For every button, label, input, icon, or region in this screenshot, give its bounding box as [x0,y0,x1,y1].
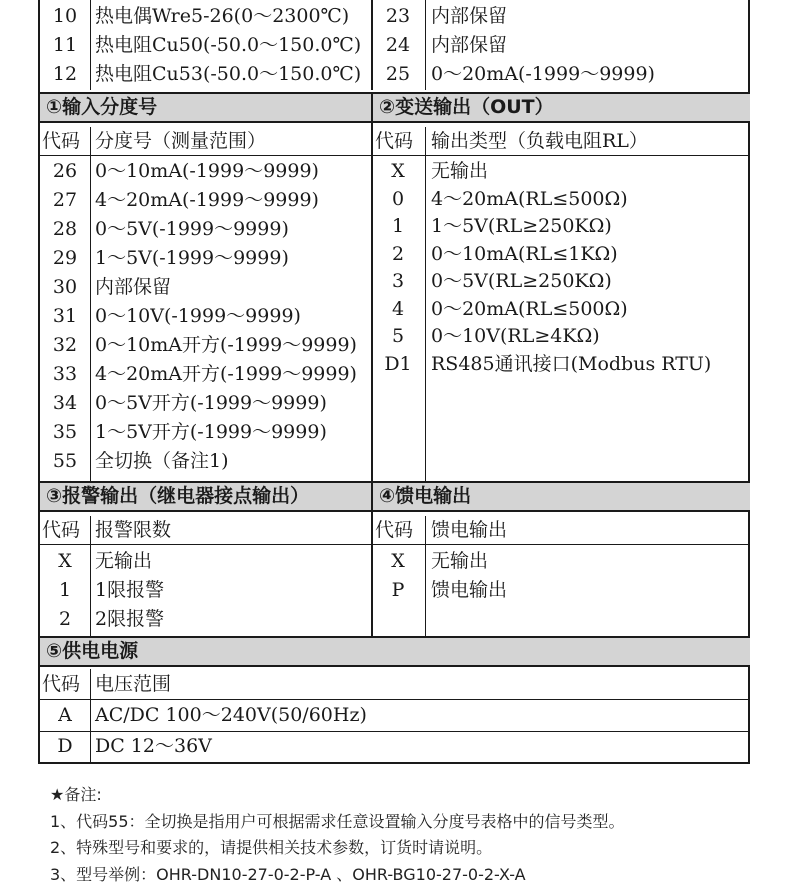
row-code: 4 [391,297,405,320]
row-desc: 无输出 [95,550,153,572]
section-4-header: ④馈电输出 [371,481,750,512]
row-desc: 0～20mA(-1999～9999) [431,63,655,85]
row-desc: 4～20mA(RL≤500Ω) [431,187,628,210]
col-code-label: 代码 [42,519,81,541]
row-desc: 0～10mA开方(-1999～9999) [95,334,357,356]
section-5-col-header [40,669,750,700]
row-desc: 0～10V(RL≥4KΩ) [431,325,600,347]
col-desc-label: 分度号（测量范围） [95,130,267,152]
row-code: A [58,704,72,726]
row-desc: 2限报警 [95,608,165,630]
row-desc: 1～5V(-1999～9999) [95,247,289,269]
row-code: 31 [52,305,78,327]
row-code: D1 [384,352,412,375]
row-code: X [58,550,72,572]
row-code: 27 [52,189,78,211]
divider-v-left-code [90,669,91,762]
row-desc: 0～5V开方(-1999～9999) [95,392,327,414]
row-code: 11 [52,34,78,56]
col-code-label: 代码 [42,130,81,152]
col-desc-label: 馈电输出 [431,519,508,541]
row-desc: 4～20mA开方(-1999～9999) [95,363,357,385]
row-code: 2 [58,608,72,630]
row-desc: 内部保留 [431,5,508,27]
divider-v-right-code [425,516,426,636]
section-2-col-header [371,127,750,156]
row-desc: 0～5V(-1999～9999) [95,218,289,240]
divider-v-left-code [90,127,91,481]
row-desc: 馈电输出 [431,579,508,601]
row-desc: 无输出 [431,550,489,572]
row-desc: 0～10mA(-1999～9999) [95,160,319,182]
row-code: 34 [52,392,78,414]
section-3-header: ③报警输出（继电器接点输出） [40,481,371,512]
row-code: 1 [391,215,405,237]
row-desc: 全切换（备注1) [95,450,229,472]
row-desc: 0～5V(RL≥250KΩ) [431,270,612,292]
row-desc: 0～20mA(RL≤500Ω) [431,297,628,320]
note-item: 2、特殊型号和要求的，请提供相关技术参数，订货时请说明。 [50,838,493,857]
section-2-header: ②变送输出（OUT） [371,92,750,123]
row-code: 5 [391,325,405,347]
row-code: 25 [385,63,411,85]
row-desc: 1～5V(RL≥250KΩ) [431,215,612,237]
spec-table [38,0,750,764]
row-code: 55 [52,450,78,472]
row-desc: 1～5V开方(-1999～9999) [95,421,327,443]
col-code-label: 代码 [375,130,414,152]
row-code: 3 [391,270,405,292]
row-desc: 0～10V(-1999～9999) [95,305,301,327]
row-code: 28 [52,218,78,240]
note-item: 1、代码55：全切换是指用户可根据需求任意设置输入分度号表格中的信号类型。 [50,811,625,831]
row-desc: RS485通讯接口(Modbus RTU) [431,352,712,375]
row-desc: 热电阻Cu53(-50.0～150.0℃) [95,63,362,85]
section-5-header: ⑤供电电源 [40,636,750,667]
row-desc: AC/DC 100～240V(50/60Hz) [95,704,367,726]
row-code: 10 [52,5,78,27]
row-desc: 1限报警 [95,579,165,601]
col-code-label: 代码 [375,519,414,541]
row-desc: 4～20mA(-1999～9999) [95,189,319,211]
row-code: X [391,550,405,572]
row-code: P [391,579,405,601]
row-code: 35 [52,421,78,443]
row-desc: 0～10mA(RL≤1KΩ) [431,242,618,265]
row-code: 0 [391,187,405,210]
row-code: 26 [52,160,78,182]
col-code-label: 代码 [42,673,81,695]
row-code: D [57,735,73,757]
row-code: 12 [52,63,78,85]
col-desc-label: 电压范围 [95,673,172,695]
notes-title: ★备注: [50,785,102,804]
section-1-header: ①输入分度号 [40,92,371,123]
row-desc: 热电阻Cu50(-50.0～150.0℃) [95,34,362,56]
row-code: 30 [52,276,78,298]
row-code: 29 [52,247,78,269]
row-code: 32 [52,334,78,356]
divider-v-left-code [90,516,91,636]
col-desc-label: 报警限数 [95,519,172,541]
row-desc: 无输出 [431,160,489,182]
divider-v-right-code [425,0,426,90]
row-desc: 内部保留 [95,276,172,298]
divider-v-right-code [425,127,426,481]
divider-v-left-code [90,0,91,90]
notes-block [50,782,625,888]
row-code: 1 [58,579,72,601]
row-code: X [391,160,405,182]
col-desc-label: 输出类型（负载电阻RL） [431,130,648,152]
row-code: 33 [52,363,78,385]
row-desc: 热电偶Wre5-26(0～2300℃) [95,5,350,27]
row-code: 2 [391,242,405,265]
section-4-col-header [371,516,750,545]
row-code: 23 [385,5,411,27]
row-desc: DC 12～36V [95,735,212,757]
row-desc: 内部保留 [431,34,508,56]
note-item: 3、型号举例：OHR-DN10-27-0-2-P-A 、OHR-BG10-27-0-2-X-A [50,864,526,884]
row-code: 24 [385,34,411,56]
